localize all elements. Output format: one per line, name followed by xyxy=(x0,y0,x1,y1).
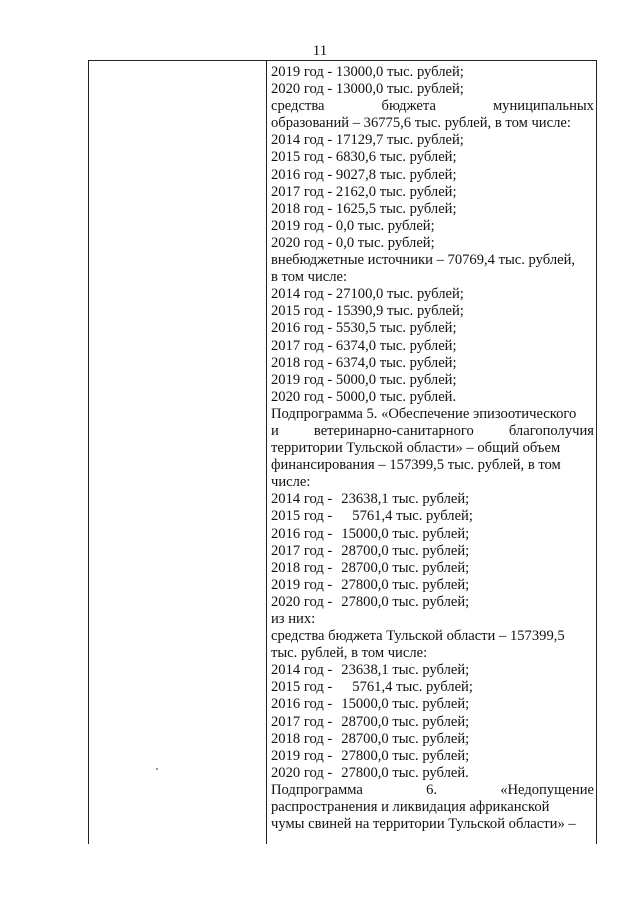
year-label: 2019 год - xyxy=(271,576,333,593)
year-label: 2017 год - xyxy=(271,713,333,730)
justified-line xyxy=(271,782,594,799)
funding-year-line xyxy=(271,662,594,679)
text-line: распространения и ликвидация африканской xyxy=(271,799,550,816)
word: ветеринарно-санитарного xyxy=(313,422,474,439)
funding-year-line xyxy=(271,696,594,713)
funding-year-line xyxy=(271,714,594,731)
text-line: 2019 год - 0,0 тыс. рублей; xyxy=(271,217,435,234)
text-line: 2014 год - 17129,7 тыс. рублей; xyxy=(271,132,464,149)
year-label: 2017 год - xyxy=(271,542,333,559)
text-line: тыс. рублей, в том числе: xyxy=(271,645,428,662)
page-number: 11 xyxy=(312,43,328,59)
year-label: 2015 год - xyxy=(271,679,333,696)
text-line: 2020 год - 13000,0 тыс. рублей; xyxy=(271,81,464,98)
text-line: 2014 год - 27100,0 тыс. рублей; xyxy=(271,286,464,303)
text-line: в том числе: xyxy=(271,269,348,286)
year-amount: 27800,0 тыс. рублей; xyxy=(341,747,470,764)
year-amount: 5761,4 тыс. рублей; xyxy=(352,679,473,696)
justified-line xyxy=(271,423,594,440)
funding-year-line xyxy=(271,508,594,525)
word: бюджета xyxy=(381,98,436,115)
year-label: 2014 год - xyxy=(271,662,333,679)
year-label: 2016 год - xyxy=(271,525,333,542)
year-amount: 28700,0 тыс. рублей; xyxy=(341,559,470,576)
year-label: 2014 год - xyxy=(271,491,333,508)
text-line: средства бюджета Тульской области – 157399,5 xyxy=(271,628,565,645)
year-amount: 5761,4 тыс. рублей; xyxy=(352,508,473,525)
year-amount: 27800,0 тыс. рублей; xyxy=(341,576,470,593)
text-line: образований – 36775,6 тыс. рублей, в том числе: xyxy=(271,115,571,132)
year-amount: 27800,0 тыс. рублей. xyxy=(341,764,469,781)
year-label: 2018 год - xyxy=(271,559,333,576)
text-line: 2020 год - 0,0 тыс. рублей; xyxy=(271,234,435,251)
text-line: 2018 год - 6374,0 тыс. рублей; xyxy=(271,354,457,371)
table-right-cell xyxy=(271,64,594,833)
justified-line xyxy=(271,98,594,115)
text-line: финансирования – 157399,5 тыс. рублей, в том xyxy=(271,457,561,474)
word: благополучия xyxy=(508,422,594,439)
text-line: 2019 год - 5000,0 тыс. рублей; xyxy=(271,371,457,388)
word: «Недопущение xyxy=(500,781,594,798)
funding-year-line xyxy=(271,594,594,611)
funding-year-line xyxy=(271,731,594,748)
text-line: 2018 год - 1625,5 тыс. рублей; xyxy=(271,200,457,217)
funding-year-line xyxy=(271,765,594,782)
year-label: 2019 год - xyxy=(271,747,333,764)
year-amount: 15000,0 тыс. рублей; xyxy=(341,696,470,713)
text-line: 2017 год - 6374,0 тыс. рублей; xyxy=(271,337,457,354)
program-table xyxy=(88,60,597,844)
text-line: числе: xyxy=(271,474,311,491)
word: средства xyxy=(271,98,325,115)
text-line: чумы свиней на территории Тульской области» – xyxy=(271,816,576,833)
text-line: 2016 год - 5530,5 тыс. рублей; xyxy=(271,320,457,337)
table-left-cell xyxy=(89,61,267,844)
year-amount: 28700,0 тыс. рублей; xyxy=(341,713,470,730)
text-line: 2016 год - 9027,8 тыс. рублей; xyxy=(271,166,457,183)
year-label: 2020 год - xyxy=(271,593,333,610)
year-amount: 15000,0 тыс. рублей; xyxy=(341,525,470,542)
funding-year-line xyxy=(271,560,594,577)
text-line: 2017 год - 2162,0 тыс. рублей; xyxy=(271,183,457,200)
year-label: 2016 год - xyxy=(271,696,333,713)
text-line: 2015 год - 15390,9 тыс. рублей; xyxy=(271,303,464,320)
funding-year-line xyxy=(271,491,594,508)
funding-year-line xyxy=(271,543,594,560)
text-line: 2019 год - 13000,0 тыс. рублей; xyxy=(271,64,464,80)
word: Подпрограмма xyxy=(271,781,363,798)
year-label: 2015 год - xyxy=(271,508,333,525)
year-amount: 28700,0 тыс. рублей; xyxy=(341,542,470,559)
justified-line xyxy=(271,628,594,645)
scan-speck xyxy=(156,768,158,770)
year-label: 2020 год - xyxy=(271,764,333,781)
funding-year-line xyxy=(271,679,594,696)
text-line: 2015 год - 6830,6 тыс. рублей; xyxy=(271,149,457,166)
text-line: территории Тульской области» – общий объем xyxy=(271,440,561,457)
word: 6. xyxy=(426,781,438,798)
text-line: из них: xyxy=(271,611,316,627)
funding-year-line xyxy=(271,577,594,594)
text-line: Подпрограмма 5. «Обеспечение эпизоотического xyxy=(271,405,577,422)
year-amount: 28700,0 тыс. рублей; xyxy=(341,730,470,747)
word: муниципальных xyxy=(492,98,594,115)
year-amount: 23638,1 тыс. рублей; xyxy=(341,662,470,679)
text-line: внебюджетные источники – 70769,4 тыс. рублей, xyxy=(271,252,576,269)
year-label: 2018 год - xyxy=(271,730,333,747)
year-amount: 27800,0 тыс. рублей; xyxy=(341,593,470,610)
word: и xyxy=(271,422,279,439)
funding-year-line xyxy=(271,748,594,765)
funding-year-line xyxy=(271,526,594,543)
text-line: 2020 год - 5000,0 тыс. рублей. xyxy=(271,388,457,405)
year-amount: 23638,1 тыс. рублей; xyxy=(341,491,470,508)
